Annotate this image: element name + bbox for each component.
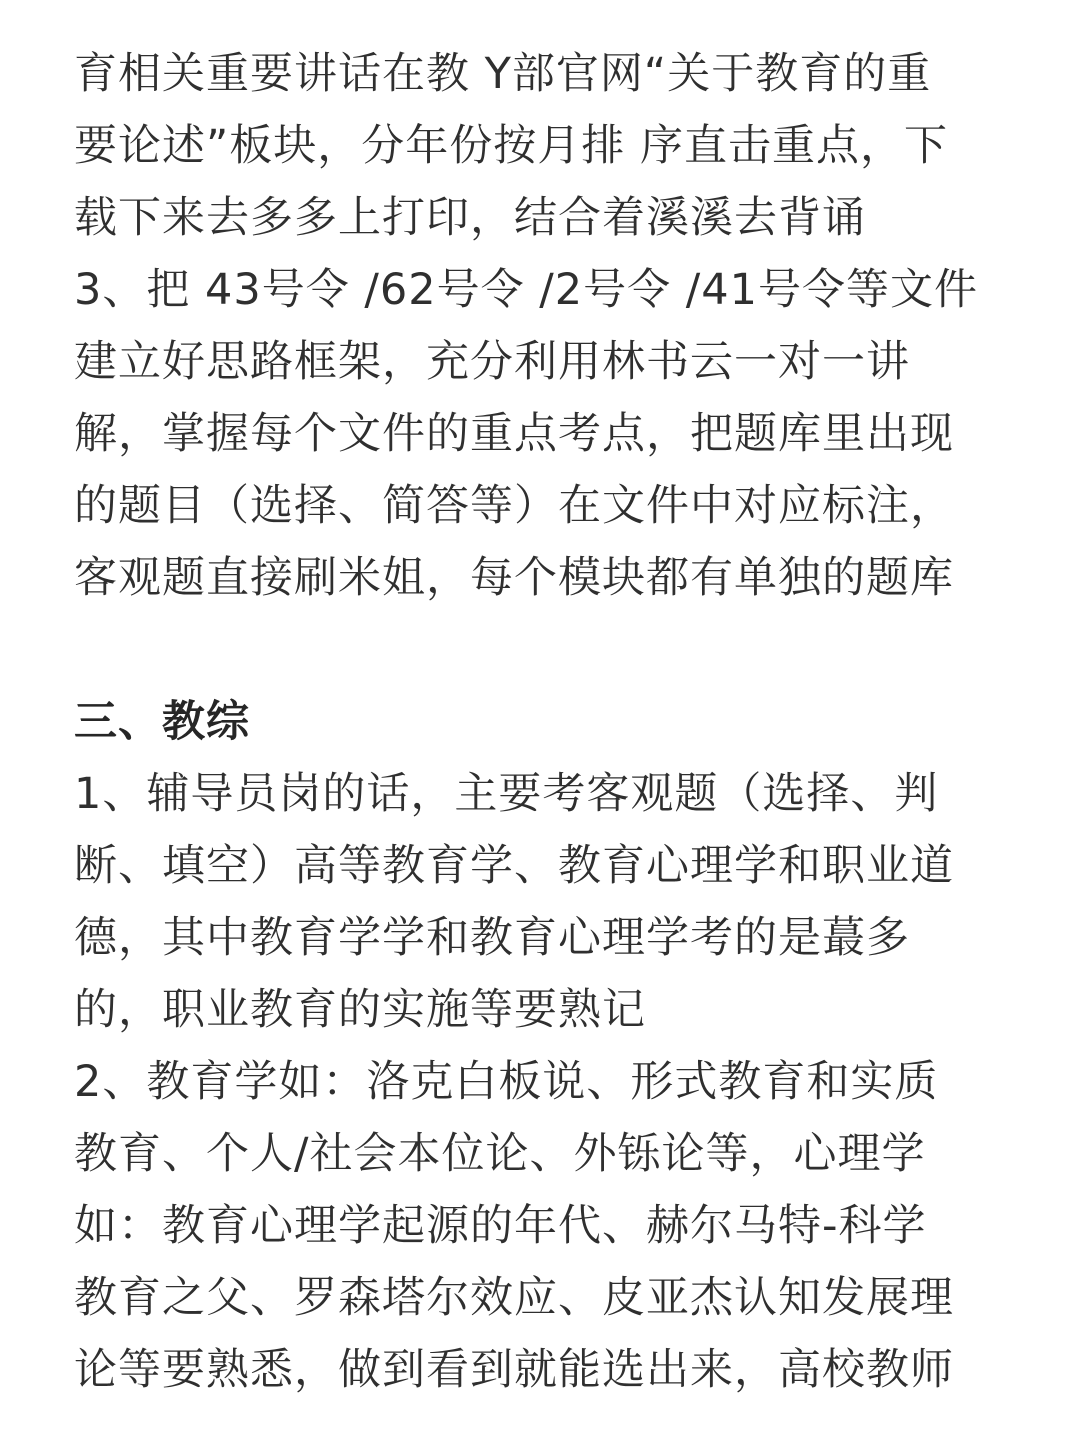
text-line: 教育、个人/社会本位论、外铄论等，心理学 [74,1129,926,1179]
text-line: 论等要熟悉，做到看到就能选出来，高校教师 [74,1345,954,1395]
text-line: 载下来去多多上打印，结合着溪溪去背诵 [74,193,866,243]
text-line: 的题目（选择、简答等）在文件中对应标注， [74,481,954,531]
text-line: 德，其中教育学学和教育心理学考的是蕞多 [74,913,910,963]
section-heading: 三、教综 [74,697,250,747]
text-line: 要论述”板块，分年份按月排 序直击重点，下 [74,121,948,171]
text-line: 教育之父、罗森塔尔效应、皮亚杰认知发展理 [74,1273,954,1323]
text-line: 解，掌握每个文件的重点考点，把题库里出现 [74,409,954,459]
intro-paragraph [74,38,1014,614]
text-line: 客观题直接刷米姐，每个模块都有单独的题库 [74,553,954,603]
section-paragraph [74,758,1014,1406]
text-line: 2、教育学如：洛克白板说、形式教育和实质 [74,1057,939,1107]
text-line: 的，职业教育的实施等要熟记 [74,985,646,1035]
text-line: 断、填空）高等教育学、教育心理学和职业道 [74,841,954,891]
text-line: 建立好思路框架，充分利用林书云一对一讲 [74,337,910,387]
text-line: 如：教育心理学起源的年代、赫尔马特-科学 [74,1201,927,1251]
text-line: 育相关重要讲话在教 Y部官网“关于教育的重 [74,49,932,99]
paragraph-gap [74,614,1014,686]
text-line: 1、辅导员岗的话，主要考客观题（选择、判 [74,769,939,819]
note-document [74,38,1014,1406]
text-line: 3、把 43号令 /62号令 /2号令 /41号令等文件 [74,265,978,315]
